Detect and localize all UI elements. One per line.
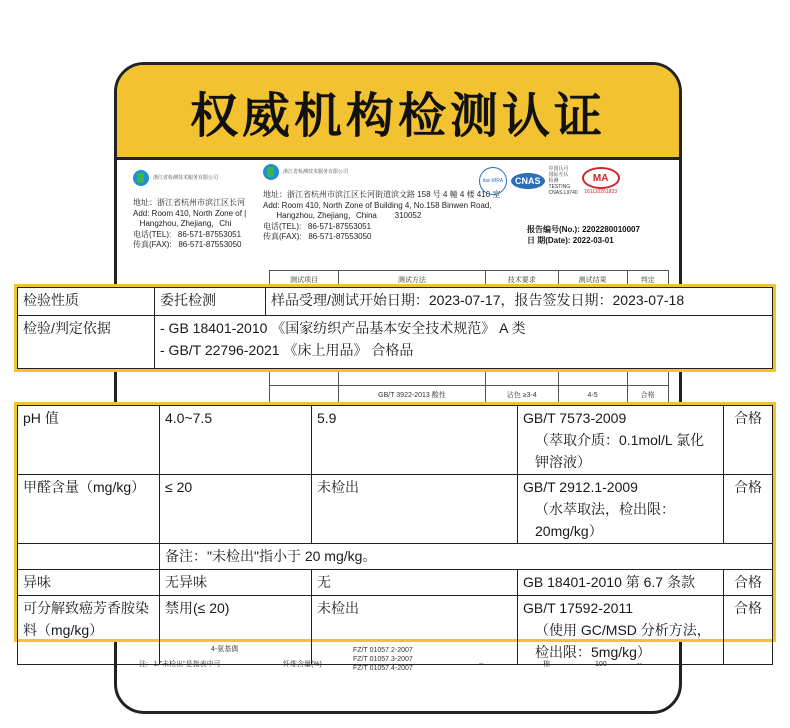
item-name: 异味 xyxy=(18,570,160,596)
item-method: GB/T 2912.1-2009 （水萃取法，检出限：20mg/kg） xyxy=(518,475,724,544)
table-row xyxy=(18,316,773,369)
table-row xyxy=(18,475,773,544)
item-method: GB 18401-2010 第 6.7 条款 xyxy=(518,570,724,596)
lab-logo-icon xyxy=(133,170,149,186)
basis-dates: 样品受理/测试开始日期：2023-07-17，报告签发日期：2023-07-18 xyxy=(266,288,773,316)
inspection-basis-box xyxy=(14,284,776,372)
basis-label: 检验/判定依据 xyxy=(18,316,155,369)
ilac-mra-icon: ilac-MRA xyxy=(479,167,507,195)
item-requirement: ≤ 20 xyxy=(160,475,312,544)
bg-foot-req: -- xyxy=(479,661,484,668)
method-note: （萃取介质：0.1mol/L 氯化钾溶液） xyxy=(535,432,705,470)
inspection-basis-table xyxy=(17,287,773,369)
item-judgement: 合格 xyxy=(724,596,773,665)
item-name: 甲醛含量（mg/kg） xyxy=(18,475,160,544)
bg-foot-standards: FZ/T 01057.2-2007 FZ/T 01057.3-2007 FZ/T 01057.4-2007 xyxy=(353,647,413,672)
lab-logo-left: 浙江省检测技术服务有限公司 xyxy=(133,170,218,186)
basis-standards xyxy=(155,316,773,369)
item-name: 可分解致癌芳香胺染料（mg/kg） xyxy=(18,596,160,665)
item-judgement: 合格 xyxy=(724,475,773,544)
item-name: pH 值 xyxy=(18,406,160,475)
bg-foot-fiber: 棉 xyxy=(543,661,550,668)
item-result: 5.9 xyxy=(312,406,518,475)
basis-standard: - GB/T 22796-2021 《床上用品》 合格品 xyxy=(160,342,414,359)
lab-logo: 浙江省检测技术服务有限公司 xyxy=(263,164,348,180)
basis-value: 委托检测 xyxy=(155,288,266,316)
left-address: 地址：浙江省杭州市滨江区长河 Add: Room 410, North Zone of | Hangzhou, Zhejiang，Chi 电话(TEL): 86-571-87553051 传真(FAX): 86-571-87553050 xyxy=(133,198,247,249)
table-note: 备注："未检出"指小于 20 mg/kg。 xyxy=(160,544,773,570)
card-header xyxy=(117,65,679,160)
report-date: 日 期(Date): 2022-03-01 xyxy=(527,236,614,245)
item-method: GB/T 7573-2009 （萃取介质：0.1mol/L 氯化钾溶液） xyxy=(518,406,724,475)
bg-foot-item: 纤维含量(%) xyxy=(283,661,322,668)
lab-logo-icon xyxy=(263,164,279,180)
item-method: GB/T 17592-2011 （使用 GC/MSD 分析方法，检出限：5mg/kg） xyxy=(518,596,724,665)
item-requirement: 禁用(≤ 20) xyxy=(160,596,312,665)
cma-icon: MA xyxy=(582,167,620,189)
item-result: 未检出 xyxy=(312,475,518,544)
bg-foot-judge: -- xyxy=(637,661,642,668)
test-results-table xyxy=(17,405,773,665)
cma-number: 161110261833 xyxy=(584,189,618,195)
page-title: 权威机构检测认证 xyxy=(189,87,606,144)
bg-foot-value: 100 xyxy=(595,661,607,668)
report-meta xyxy=(527,224,640,246)
bg-note: 注: 1."未检出"是指表中可 xyxy=(139,661,221,668)
cnas-text: 中国认可 国际互认 检测 TESTING CNAS L9740 xyxy=(548,166,578,196)
item-judgement: 合格 xyxy=(724,406,773,475)
table-row xyxy=(18,544,773,570)
item-result: 未检出 xyxy=(312,596,518,665)
item-requirement: 4.0~7.5 xyxy=(160,406,312,475)
basis-standard: - GB 18401-2010 《国家纺织产品基本安全技术规范》 A 类 xyxy=(160,320,526,337)
table-row xyxy=(18,596,773,665)
table-row xyxy=(18,570,773,596)
item-requirement: 无异味 xyxy=(160,570,312,596)
table-row xyxy=(18,288,773,316)
lab-address: 地址：浙江省杭州市滨江区长河街道滨文路 158 号 4 幢 4 楼 410 室 Add: Room 410, North Zone of Building 4, No.158 Binwen Road, Hangzhou, Zhejiang，China 310052 电话(TEL): 86-571-87553051 传真(FAX): 86-571-87553050 xyxy=(263,190,501,241)
table-row xyxy=(18,406,773,475)
report-number: 报告编号(No.): 2202280010007 xyxy=(527,225,640,234)
certification-marks xyxy=(479,166,620,196)
background-table: 测试项目 测试方法 技术要求 测试结果 判定 GB/T 3922-2013 酸性 沾色 ≥3-4 4-5 合格 xyxy=(269,270,669,405)
bg-row-label: 4-氨基偶 xyxy=(211,646,239,653)
method-note: （水萃取法，检出限：20mg/kg） xyxy=(535,501,675,539)
item-judgement: 合格 xyxy=(724,570,773,596)
item-result: 无 xyxy=(312,570,518,596)
basis-label: 检验性质 xyxy=(18,288,155,316)
cnas-icon: CNAS xyxy=(511,173,545,189)
method-note: （使用 GC/MSD 分析方法，检出限：5mg/kg） xyxy=(535,622,711,660)
